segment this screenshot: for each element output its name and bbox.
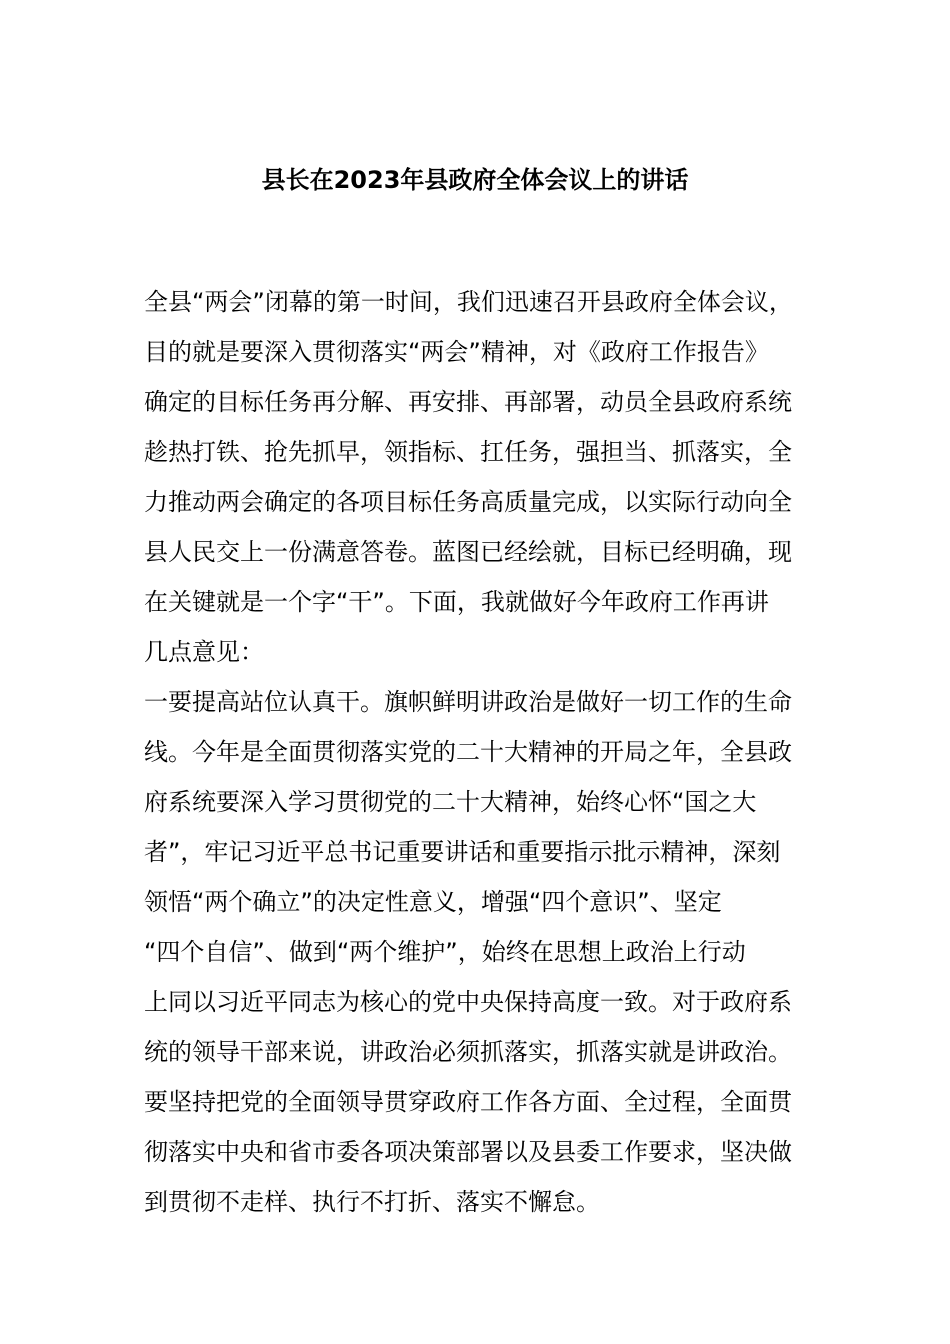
text-line: 在关键就是一个字“干”。下面，我就做好今年政府工作再讲	[144, 588, 769, 616]
text-line: 目的就是要深入贯彻落实“两会”精神，对《政府工作报告》	[144, 338, 769, 366]
text-line: 领悟“两个确立”的决定性意义，增强“四个意识”、坚定	[144, 888, 722, 916]
text-line: 几点意见：	[144, 638, 264, 666]
text-line: 县人民交上一份满意答卷。蓝图已经绘就，目标已经明确，现	[144, 538, 792, 566]
text-line: 要坚持把党的全面领导贯穿政府工作各方面、全过程，全面贯	[144, 1088, 792, 1116]
text-line: 全县“两会”闭幕的第一时间，我们迅速召开县政府全体会议，	[144, 288, 793, 316]
document-title: 县长在2023年县政府全体会议上的讲话	[261, 166, 689, 194]
text-line: 上同以习近平同志为核心的党中央保持高度一致。对于政府系	[144, 988, 792, 1016]
text-line: 一要提高站位认真干。旗帜鲜明讲政治是做好一切工作的生命	[144, 688, 792, 716]
text-line: 力推动两会确定的各项目标任务高质量完成，以实际行动向全	[144, 488, 792, 516]
text-line: 者”，牢记习近平总书记重要讲话和重要指示批示精神，深刻	[144, 838, 781, 866]
document-body	[144, 277, 816, 1227]
text-line: 确定的目标任务再分解、再安排、再部署，动员全县政府系统	[144, 388, 792, 416]
text-line: 到贯彻不走样、执行不打折、落实不懈怠。	[144, 1188, 600, 1216]
paragraph-intro	[144, 277, 816, 677]
text-line: 府系统要深入学习贯彻党的二十大精神，始终心怀“国之大	[144, 788, 757, 816]
text-line: 线。今年是全面贯彻落实党的二十大精神的开局之年，全县政	[144, 738, 792, 766]
text-line: 统的领导干部来说，讲政治必须抓落实，抓落实就是讲政治。	[144, 1038, 792, 1066]
text-line: 趁热打铁、抢先抓早，领指标、扛任务，强担当、抓落实，全	[144, 438, 792, 466]
paragraph-point-one	[144, 677, 816, 1227]
text-line: “四个自信”、做到“两个维护”，始终在思想上政治上行动	[144, 938, 746, 966]
text-line: 彻落实中央和省市委各项决策部署以及县委工作要求，坚决做	[144, 1138, 792, 1166]
